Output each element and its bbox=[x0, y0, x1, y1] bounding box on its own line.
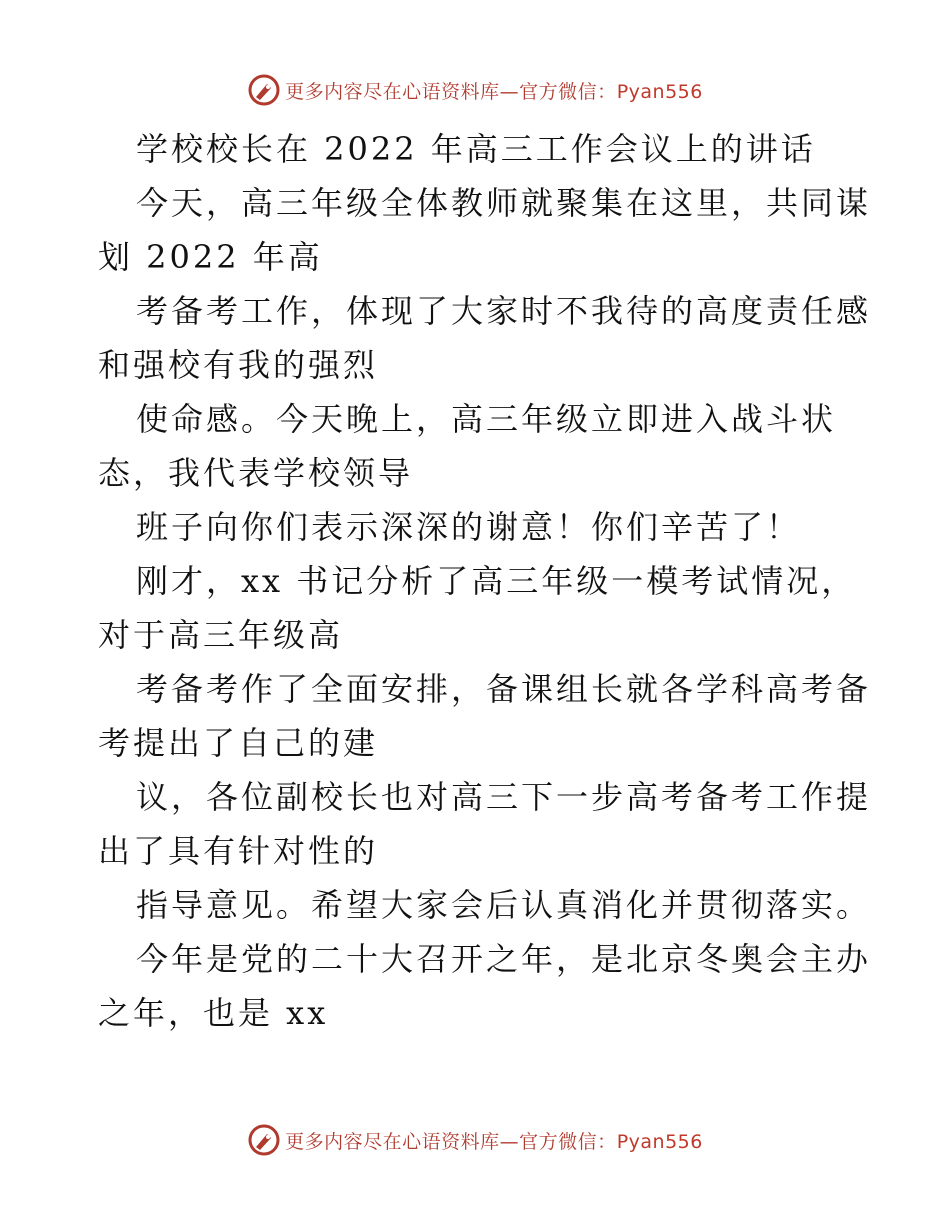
paragraph-line: 之年，也是 xx bbox=[98, 994, 329, 1032]
watermark-text: 更多内容尽在心语资料库—官方微信：Pyan556 bbox=[285, 80, 703, 103]
paragraph-line: 考备考作了全面安排，备课组长就各学科高考备 bbox=[136, 670, 872, 708]
paragraph-line: 班子向你们表示深深的谢意！你们辛苦了！ bbox=[136, 508, 802, 546]
document-body bbox=[98, 122, 872, 1040]
paragraph-line: 指导意见。希望大家会后认真消化并贯彻落实。 bbox=[136, 886, 872, 924]
footer-watermark bbox=[0, 1120, 950, 1160]
paragraph-line: 刚才，xx 书记分析了高三年级一模考试情况， bbox=[136, 562, 857, 600]
header-watermark bbox=[0, 70, 950, 110]
paragraph-line: 考提出了自己的建 bbox=[98, 724, 379, 762]
paragraph-line: 对于高三年级高 bbox=[98, 616, 344, 654]
paragraph-line: 今年是党的二十大召开之年，是北京冬奥会主办 bbox=[136, 940, 872, 978]
paragraph-line: 出了具有针对性的 bbox=[98, 832, 379, 870]
watermark-text: 更多内容尽在心语资料库—官方微信：Pyan556 bbox=[285, 1130, 703, 1153]
paragraph-line: 议，各位副校长也对高三下一步高考备考工作提 bbox=[136, 778, 872, 816]
pen-nib-logo-icon bbox=[247, 73, 281, 107]
document-title: 学校校长在 2022 年高三工作会议上的讲话 bbox=[136, 130, 816, 168]
paragraph-line: 和强校有我的强烈 bbox=[98, 346, 379, 384]
paragraph-line: 今天，高三年级全体教师就聚集在这里，共同谋 bbox=[136, 184, 872, 222]
paragraph-line: 考备考工作，体现了大家时不我待的高度责任感 bbox=[136, 292, 872, 330]
paragraph-line: 态，我代表学校领导 bbox=[98, 454, 414, 492]
pen-nib-logo-icon bbox=[247, 1123, 281, 1157]
paragraph-line: 划 2022 年高 bbox=[98, 238, 323, 276]
paragraph-line: 使命感。今天晚上，高三年级立即进入战斗状 bbox=[136, 400, 837, 438]
